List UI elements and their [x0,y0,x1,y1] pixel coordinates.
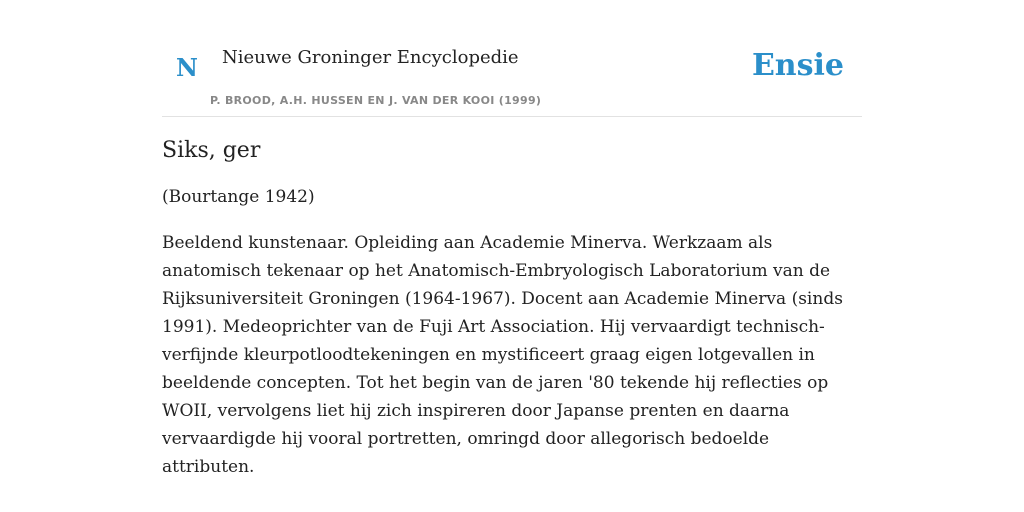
encyclopedia-authors: P. BROOD, A.H. HUSSEN EN J. VAN DER KOOI (1999) [210,94,542,107]
entry-subtitle: (Bourtange 1942) [162,186,315,207]
entry-content [162,137,862,481]
encyclopedia-logo: N [176,53,198,82]
entry-body: Beeldend kunstenaar. Opleiding aan Academie Minerva. Werkzaam als anatomisch tekenaar op het Anatomisch-Embryologisch Laboratorium van de Rijksuniversiteit Groningen (1964-1967). Docent aan Academie Minerva (sinds 1991). Medeoprichter van de Fuji Art Association. Hij vervaardigt technisch-verfijnde kleurpotloodtekeningen en mystificeert graag eigen lotgevallen in beeldende concepten. Tot het begin van de jaren '80 tekende hij reflecties op WOII, vervolgens liet hij zich inspireren door Japanse prenten en daarna vervaardigde hij vooral portretten, omringd door allegorisch bedoelde attributen. [162,233,843,478]
source-header [162,36,862,117]
ensie-brand-logo[interactable]: Ensie [751,48,844,83]
entry-title: Siks, ger [162,138,261,163]
encyclopedia-title-link[interactable]: Nieuwe Groninger Encyclopedie [222,47,519,68]
